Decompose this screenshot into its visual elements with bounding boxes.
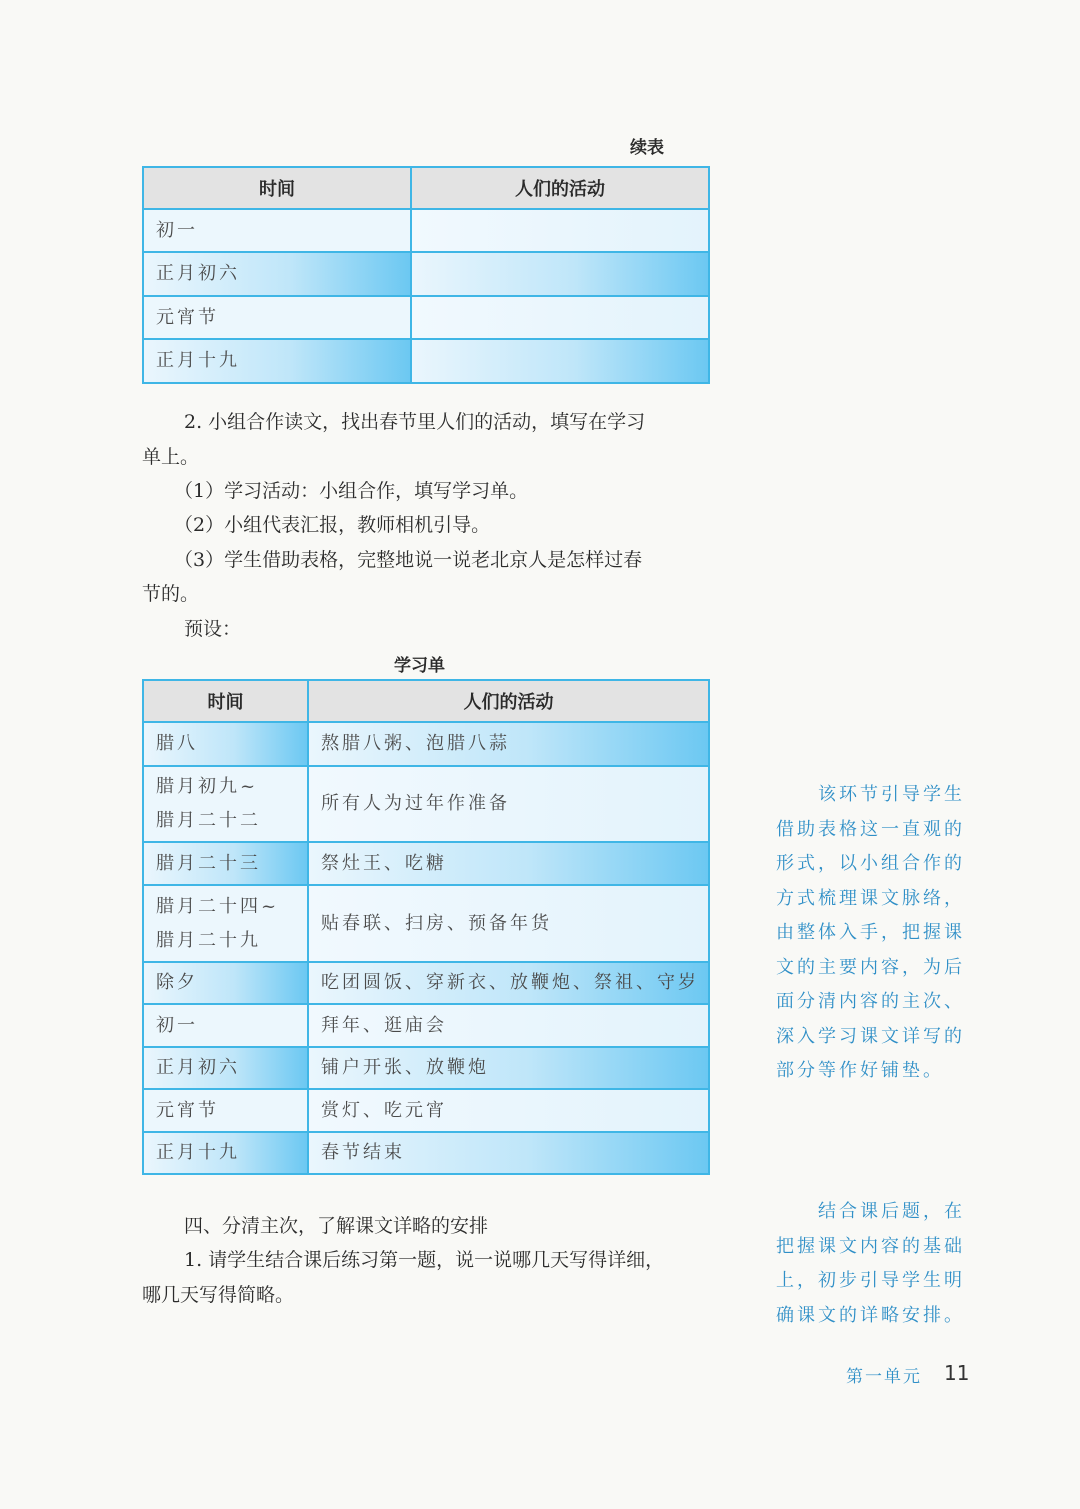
table-row [143, 842, 709, 885]
table-row [143, 722, 709, 766]
step2-item2: （2）小组代表汇报，教师相机引导。 [174, 514, 491, 536]
note-line: 结合课后题，在 [818, 1201, 965, 1222]
table2-label: 学习单 [394, 656, 445, 676]
table1 [142, 166, 710, 384]
table1-activity-cell [411, 252, 709, 296]
time-line: 正月初六 [156, 1057, 240, 1078]
note-line: 文的主要内容，为后 [776, 956, 965, 978]
table1-activity-cell [411, 339, 709, 383]
table2-activity-cell: 熬腊八粥、泡腊八蒜 [308, 722, 709, 766]
page-number: 11 [944, 1361, 970, 1385]
table-row [143, 1047, 709, 1089]
step2-item3-line1: （3）学生借助表格，完整地说一说老北京人是怎样过春 [174, 549, 643, 571]
table2-time-cell [143, 842, 308, 885]
time-line: 腊月二十二 [156, 810, 261, 831]
time-line: 腊月初九~ [156, 776, 259, 797]
table-row [143, 766, 709, 842]
note-line: 该环节引导学生 [818, 784, 965, 805]
table2-time-cell [143, 766, 308, 842]
table2-activity-cell: 祭灶王、吃糖 [308, 842, 709, 885]
table1-header-time: 时间 [143, 167, 411, 209]
table-row [143, 296, 709, 339]
table2-activity-cell: 铺户开张、放鞭炮 [308, 1047, 709, 1089]
time-line: 初一 [156, 1014, 198, 1036]
table1-label: 续表 [630, 138, 664, 158]
table2-time-cell [143, 885, 308, 962]
table1-activity-cell [411, 209, 709, 252]
table2-activity-cell: 所有人为过年作准备 [308, 766, 709, 842]
table-row [143, 962, 709, 1004]
table-row [143, 209, 709, 252]
table2-activity-cell: 拜年、逛庙会 [308, 1004, 709, 1047]
step2-item3-line2: 节的。 [142, 583, 200, 605]
note-line: 确课文的详略安排。 [776, 1304, 965, 1326]
table1-header-activity: 人们的活动 [411, 167, 709, 209]
section4-p1-line1: 1. 请学生结合课后练习第一题，说一说哪几天写得详细， [184, 1249, 665, 1271]
note-line: 形式，以小组合作的 [776, 853, 965, 874]
table1-time-cell: 初一 [143, 209, 411, 252]
note-line: 把握课文内容的基础 [776, 1235, 965, 1257]
table2-header-row [143, 680, 709, 722]
note-line: 深入学习课文详写的 [776, 1025, 965, 1047]
table-row [143, 1004, 709, 1047]
note-line: 方式梳理课文脉络， [776, 887, 965, 909]
table1-activity-cell [411, 296, 709, 339]
step2-intro-line1: 2. 小组合作读文，找出春节里人们的活动，填写在学习 [184, 411, 646, 433]
table1-time-cell: 正月初六 [143, 252, 411, 296]
table1-time-cell: 正月十九 [143, 339, 411, 383]
step2-item1: （1）学习活动：小组合作，填写学习单。 [174, 480, 529, 502]
table2-time-cell [143, 962, 308, 1004]
time-line: 元宵节 [156, 1099, 219, 1121]
footer-unit-label: 第一单元 [846, 1367, 922, 1387]
note-line: 由整体入手，把握课 [776, 922, 965, 943]
time-line: 腊月二十九 [156, 929, 261, 951]
table2-activity-cell: 贴春联、扫房、预备年货 [308, 885, 709, 962]
note-line: 面分清内容的主次、 [776, 991, 965, 1012]
table2 [142, 679, 710, 1175]
time-line: 腊月二十三 [156, 852, 261, 874]
time-line: 除夕 [156, 972, 198, 993]
table-row [143, 1132, 709, 1174]
table2-header-activity: 人们的活动 [308, 680, 709, 722]
table2-time-cell [143, 1047, 308, 1089]
table-row [143, 885, 709, 962]
time-line: 腊八 [156, 733, 198, 754]
step2-preset: 预设： [184, 618, 242, 640]
table1-time-cell: 元宵节 [143, 296, 411, 339]
step2-intro-line2: 单上。 [142, 446, 200, 468]
table2-time-cell [143, 1004, 308, 1047]
note-line: 部分等作好铺垫。 [776, 1060, 944, 1081]
table2-activity-cell: 春节结束 [308, 1132, 709, 1174]
time-line: 正月十九 [156, 1142, 240, 1163]
table2-time-cell [143, 1089, 308, 1132]
margin-note-2 [776, 1195, 965, 1333]
table1-header-row [143, 167, 709, 209]
table2-time-cell [143, 1132, 308, 1174]
margin-note-1 [776, 778, 965, 1089]
section4-p1-line2: 哪几天写得简略。 [142, 1284, 295, 1306]
note-line: 借助表格这一直观的 [776, 818, 965, 840]
table2-header-time: 时间 [143, 680, 308, 722]
section4-heading: 四、分清主次，了解课文详略的安排 [184, 1215, 489, 1237]
table2-time-cell [143, 722, 308, 766]
table2-activity-cell: 赏灯、吃元宵 [308, 1089, 709, 1132]
table-row [143, 252, 709, 296]
note-line: 上，初步引导学生明 [776, 1270, 965, 1291]
table2-activity-cell: 吃团圆饭、穿新衣、放鞭炮、祭祖、守岁 [308, 962, 709, 1004]
table-row [143, 1089, 709, 1132]
time-line: 腊月二十四~ [156, 895, 280, 917]
table-row [143, 339, 709, 383]
